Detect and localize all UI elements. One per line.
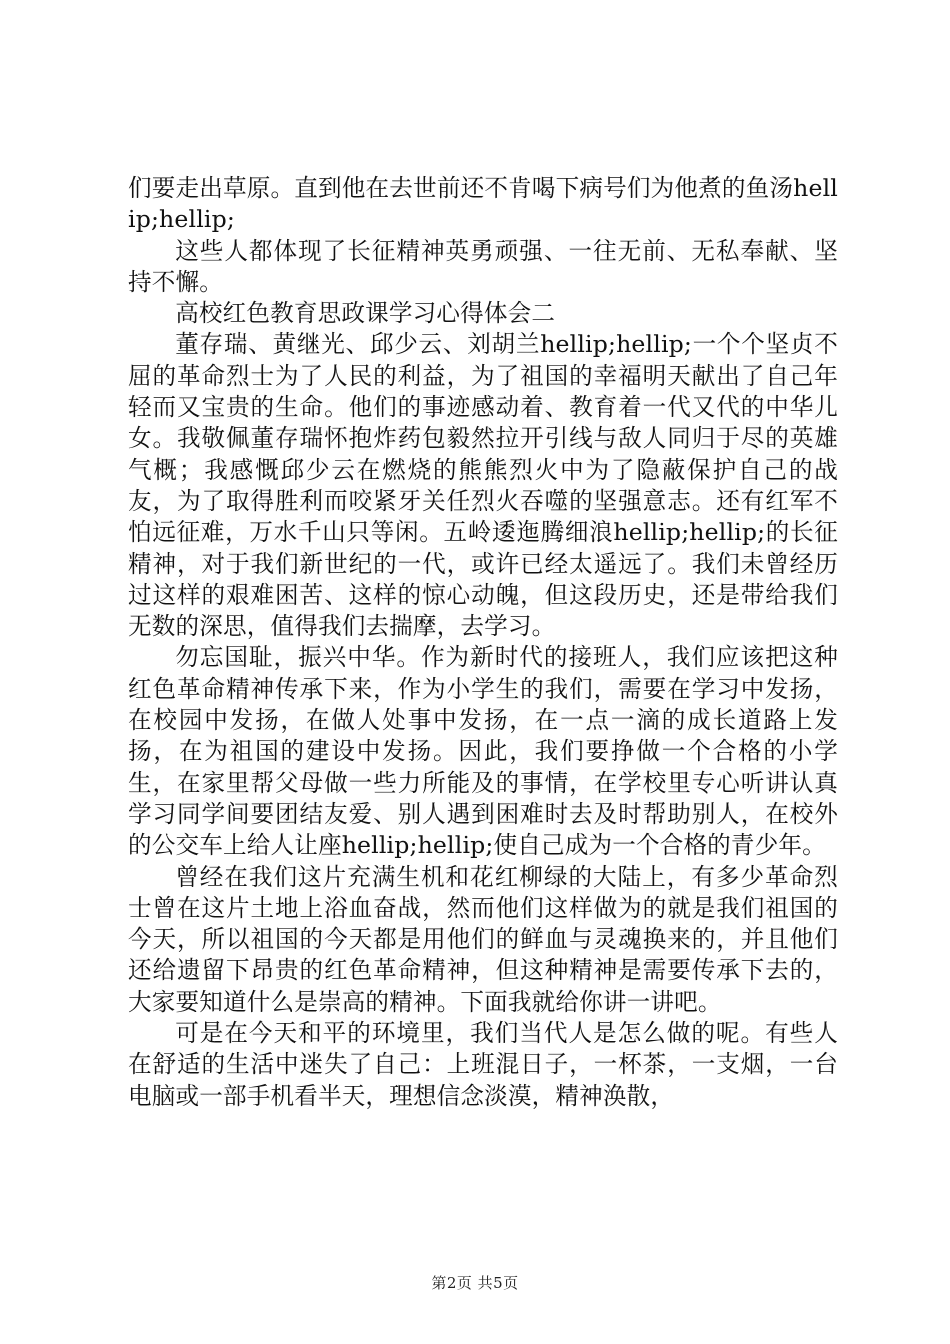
paragraph-1: 们要走出草原。直到他在去世前还不肯喝下病号们为他煮的鱼汤hellip;hellip; bbox=[128, 174, 838, 234]
section-heading: 高校红色教育思政课学习心得体会二 bbox=[175, 299, 556, 328]
paragraph-2: 这些人都体现了长征精神英勇顽强、一往无前、无私奉献、坚持不懈。 bbox=[128, 236, 838, 296]
paragraph-6: 曾经在我们这片充满生机和花红柳绿的大陆上，有多少革命烈士曾在这片土地上浴血奋战，然而他们这样做为的就是我们祖国的今天，所以祖国的今天都是用他们的鲜血与灵魂换来的，并且他们还给遗留下昂贵的红色革命精神，但这种精神是需要传承下去的，大家要知道什么是崇高的精神。下面我就给你讲一讲吧。 bbox=[128, 862, 838, 1016]
document-body bbox=[128, 173, 838, 1112]
paragraph-7: 可是在今天和平的环境里，我们当代人是怎么做的呢。有些人在舒适的生活中迷失了自己：上班混日子，一杯茶，一支烟，一台电脑或一部手机看半天，理想信念淡漠，精神涣散， bbox=[128, 1019, 838, 1110]
paragraph-4: 董存瑞、黄继光、邱少云、刘胡兰hellip;hellip;一个个坚贞不屈的革命烈士为了人民的利益，为了祖国的幸福明天献出了自己年轻而又宝贵的生命。他们的事迹感动着、教育着一代又代的中华儿女。我敬佩董存瑞怀抱炸药包毅然拉开引线与敌人同归于尽的英雄气概；我感慨邱少云在燃烧的熊熊烈火中为了隐蔽保护自己的战友，为了取得胜利而咬紧牙关任烈火吞噬的坚强意志。还有红军不怕远征难，万水千山只等闲。五岭逶迤腾细浪hellip;hellip;的长征精神，对于我们新世纪的一代，或许已经太遥远了。我们未曾经历过这样的艰难困苦、这样的惊心动魄，但这段历史，还是带给我们无数的深思，值得我们去揣摩，去学习。 bbox=[128, 330, 838, 641]
page-number-footer: 第2页 共5页 bbox=[431, 1274, 519, 1292]
paragraph-5: 勿忘国耻，振兴中华。作为新时代的接班人，我们应该把这种红色革命精神传承下来，作为小学生的我们，需要在学习中发扬，在校园中发扬，在做人处事中发扬，在一点一滴的成长道路上发扬，在为祖国的建设中发扬。因此，我们要挣做一个合格的小学生，在家里帮父母做一些力所能及的事情，在学校里专心听讲认真学习同学间要团结友爱、别人遇到困难时去及时帮助别人，在校外的公交车上给人让座hellip;hellip;使自己成为一个合格的青少年。 bbox=[128, 643, 838, 860]
